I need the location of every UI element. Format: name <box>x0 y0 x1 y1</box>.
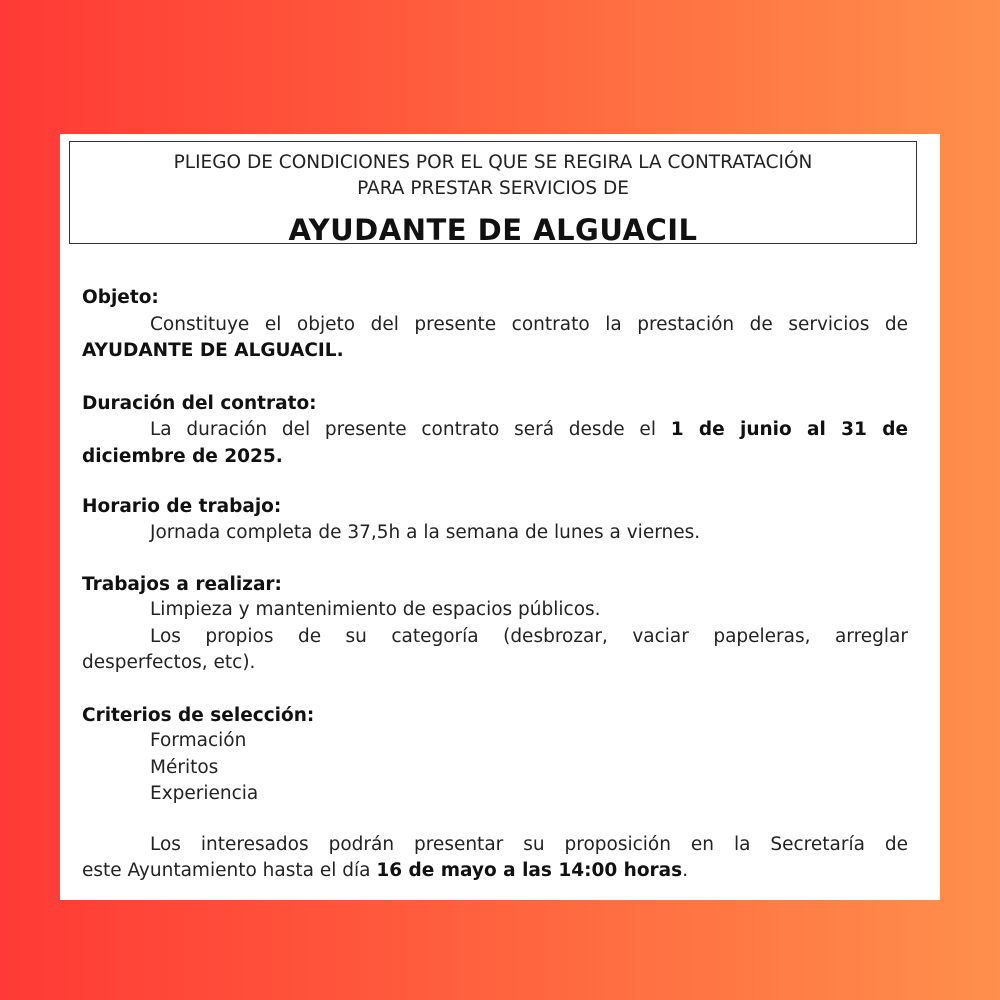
criterio-item: Experiencia <box>150 783 259 804</box>
trabajos-item: Limpieza y mantenimiento de espacios públicos. <box>150 599 601 620</box>
criterio-item: Méritos <box>150 757 219 778</box>
document-title: AYUDANTE DE ALGUACIL <box>288 213 698 247</box>
duracion-text <box>82 417 908 443</box>
section-heading-horario: Horario de trabajo: <box>82 496 282 517</box>
criterio-item: Formación <box>150 730 247 751</box>
section-heading-duracion: Duración del contrato: <box>82 393 317 414</box>
header-line-1: PLIEGO DE CONDICIONES POR EL QUE SE REGIRA LA CONTRATACIÓN <box>173 152 813 173</box>
trabajos-item-cont: desperfectos, etc). <box>82 652 256 673</box>
header-box <box>69 141 917 247</box>
section-heading-objeto: Objeto: <box>82 287 159 308</box>
document-page <box>60 134 940 900</box>
final-text-2 <box>82 858 908 884</box>
final-text: Los interesados podrán presentar su proposición en la Secretaría de <box>150 834 908 855</box>
deadline: 16 de mayo a las 14:00 horas <box>376 860 683 881</box>
horario-text: Jornada completa de 37,5h a la semana de lunes a viernes. <box>150 522 701 543</box>
objeto-text: Constituye el objeto del presente contrato la prestación de servicios de <box>150 314 908 335</box>
duracion-dates: 1 de junio al 31 de <box>670 419 909 440</box>
trabajos-item: Los propios de su categoría (desbrozar, vaciar papeleras, arreglar <box>150 626 908 647</box>
objeto-text-bold: AYUDANTE DE ALGUACIL. <box>82 340 344 361</box>
final-period: . <box>682 860 689 881</box>
duracion-dates-end: diciembre de 2025. <box>82 446 283 467</box>
duracion-text-regular: La duración del presente contrato será desde el <box>150 419 671 440</box>
final-text-regular: este Ayuntamiento hasta el día <box>82 860 377 881</box>
section-heading-trabajos: Trabajos a realizar: <box>82 574 282 595</box>
section-heading-criterios: Criterios de selección: <box>82 705 315 726</box>
header-line-2: PARA PRESTAR SERVICIOS DE <box>357 178 629 199</box>
